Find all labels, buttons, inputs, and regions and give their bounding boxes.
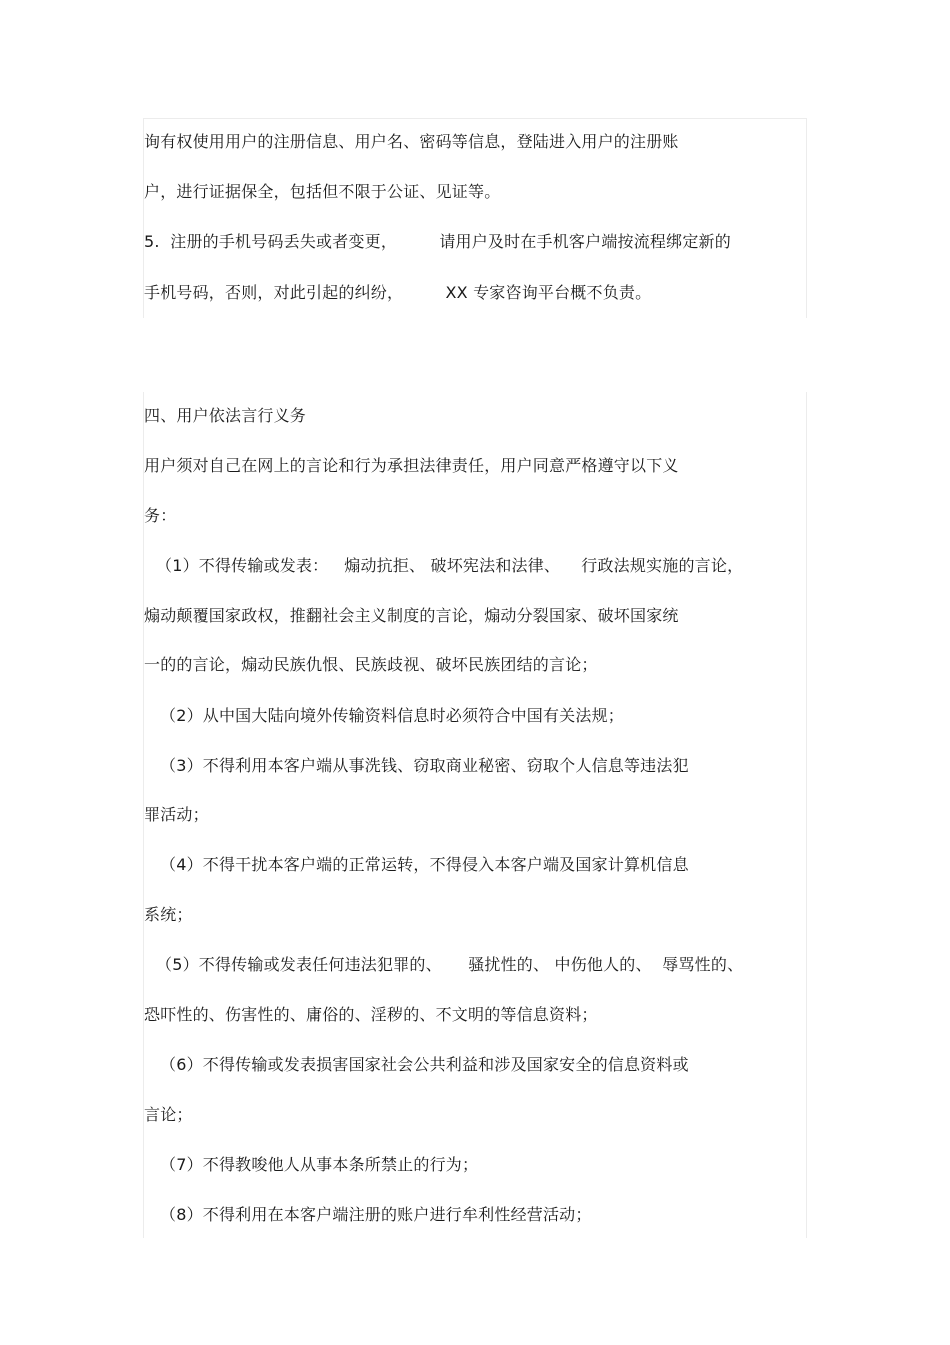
list-item-4: （4）不得干扰本客户端的正常运转，不得侵入本客户端及国家计算机信息 [160, 855, 689, 874]
list-item-6: （6）不得传输或发表损害国家社会公共利益和涉及国家安全的信息资料或 [160, 1055, 689, 1074]
paragraph-line: 询有权使用用户的注册信息、用户名、密码等信息，登陆进入用户的注册账 [144, 132, 679, 151]
paragraph-line: 户，进行证据保全，包括但不限于公证、见证等。 [144, 182, 501, 201]
paragraph-line: 罪活动； [144, 805, 209, 824]
document-block-continuation [143, 118, 807, 318]
paragraph-line: 言论； [144, 1105, 193, 1124]
list-item-8: （8）不得利用在本客户端注册的账户进行牟利性经营活动； [160, 1205, 592, 1224]
list-item-5: （5）不得传输或发表任何违法犯罪的、 骚扰性的、 中伤他人的、 辱骂性的、 [156, 955, 744, 974]
section-heading: 四、用户依法言行义务 [144, 406, 307, 425]
paragraph-line: 恐吓性的、伤害性的、庸俗的、淫秽的、不文明的等信息资料； [144, 1005, 598, 1024]
paragraph-line: 煽动颠覆国家政权，推翻社会主义制度的言论，煽动分裂国家、破坏国家统 [144, 606, 679, 625]
paragraph-line: 系统； [144, 905, 193, 924]
list-item-3: （3）不得利用本客户端从事洗钱、窃取商业秘密、窃取个人信息等违法犯 [160, 756, 689, 775]
list-item-7: （7）不得教唆他人从事本条所禁止的行为； [160, 1155, 479, 1174]
list-item-1: （1）不得传输或发表： 煽动抗拒、 破坏宪法和法律、 行政法规实施的言论， [156, 556, 744, 575]
list-item-2: （2）从中国大陆向境外传输资料信息时必须符合中国有关法规； [160, 706, 624, 725]
document-block-section-4 [143, 392, 807, 1238]
paragraph-line: 务： [144, 506, 177, 525]
paragraph-line: 一的的言论，煽动民族仇恨、民族歧视、破坏民族团结的言论； [144, 655, 598, 674]
paragraph-line: 用户须对自己在网上的言论和行为承担法律责任，用户同意严格遵守以下义 [144, 456, 679, 475]
paragraph-line: 手机号码，否则，对此引起的纠纷， XX 专家咨询平台概不负责。 [144, 283, 652, 302]
paragraph-line: 5. 注册的手机号码丢失或者变更， 请用户及时在手机客户端按流程绑定新的 [144, 232, 731, 251]
